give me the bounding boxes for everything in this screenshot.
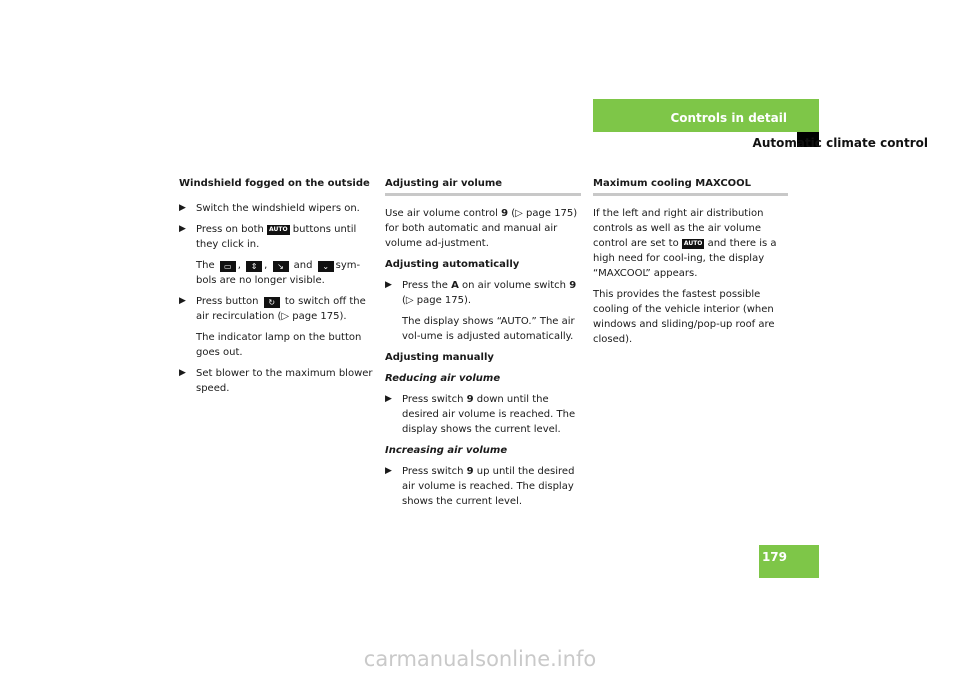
center-vent-symbol-icon: ↘ — [273, 261, 289, 272]
list-item: ▶ Press the A on air volume switch 9 (▷ page 175). — [385, 280, 577, 306]
paragraph: Use air volume control 9 (▷ page 175) for both automatic and manual air volume ad-justment. — [385, 208, 578, 249]
paragraph: If the left and right air distribution controls as well as the air volume control are set to AUTO and there is a high need for cool-ing, the display “MAXCOOL” appears. — [593, 208, 777, 279]
windshield-symbol-icon: ▭ — [220, 261, 236, 272]
list-item: ▶ Press on both AUTO buttons until they click in. — [179, 224, 357, 250]
list-item: ▶ Switch the windshield wipers on. — [179, 203, 360, 214]
watermark: carmanualsonline.info — [363, 647, 597, 671]
bullet-icon: ▶ — [179, 224, 186, 234]
list-item: ▶ Press button ↻ to switch off the air recirculation (▷ page 175). — [179, 296, 366, 322]
page-number: 179 — [761, 550, 787, 564]
auto-key-icon: AUTO — [683, 240, 703, 247]
paragraph: This provides the fastest possible cooling of the vehicle interior (when windows and sliding/pop-up roof are closed). — [593, 289, 775, 345]
subheading-auto: Adjusting automatically — [385, 259, 520, 270]
airflow-up-symbol-icon: ⇕ — [246, 261, 262, 272]
column-3 — [593, 176, 788, 353]
column-2 — [385, 176, 581, 515]
subheading-increase: Increasing air volume — [385, 445, 508, 456]
list-note: The indicator lamp on the button goes out. — [196, 332, 362, 358]
list-note: The display shows “AUTO.” The air vol-ume is adjusted automatically. — [402, 316, 575, 342]
page-number-box — [759, 545, 819, 578]
bullet-icon: ▶ — [179, 368, 186, 378]
list-note: The ▭ , ⇕ , ↘ and ⌄ sym-bols are no longer visible. — [196, 260, 361, 286]
list-item: ▶ Press switch 9 up until the desired air volume is reached. The display shows the current level. — [385, 466, 575, 507]
list-item: ▶ Set blower to the maximum blower speed. — [179, 368, 373, 394]
bullet-icon: ▶ — [385, 280, 392, 290]
auto-key-icon: AUTO — [269, 226, 288, 233]
heading-air-volume: Adjusting air volume — [385, 176, 581, 196]
heading-windshield-fogged: Windshield fogged on the outside — [179, 178, 370, 189]
heading-maxcool: Maximum cooling MAXCOOL — [593, 176, 788, 196]
bullet-icon: ▶ — [179, 296, 186, 306]
bullet-icon: ▶ — [179, 203, 186, 213]
recirculation-symbol-icon: ↻ — [264, 297, 280, 308]
bullet-icon: ▶ — [385, 466, 392, 476]
subheading-manual: Adjusting manually — [385, 352, 494, 363]
header-bar — [593, 99, 819, 132]
column-1 — [179, 176, 374, 402]
footwell-symbol-icon: ⌄ — [318, 261, 334, 272]
section-title: Controls in detail — [670, 111, 787, 125]
list-item: ▶ Press switch 9 down until the desired air volume is reached. The display shows the current level. — [385, 394, 576, 435]
section-subtitle: Automatic climate control — [752, 136, 928, 150]
subheading-reduce: Reducing air volume — [385, 373, 501, 384]
bullet-icon: ▶ — [385, 394, 392, 404]
